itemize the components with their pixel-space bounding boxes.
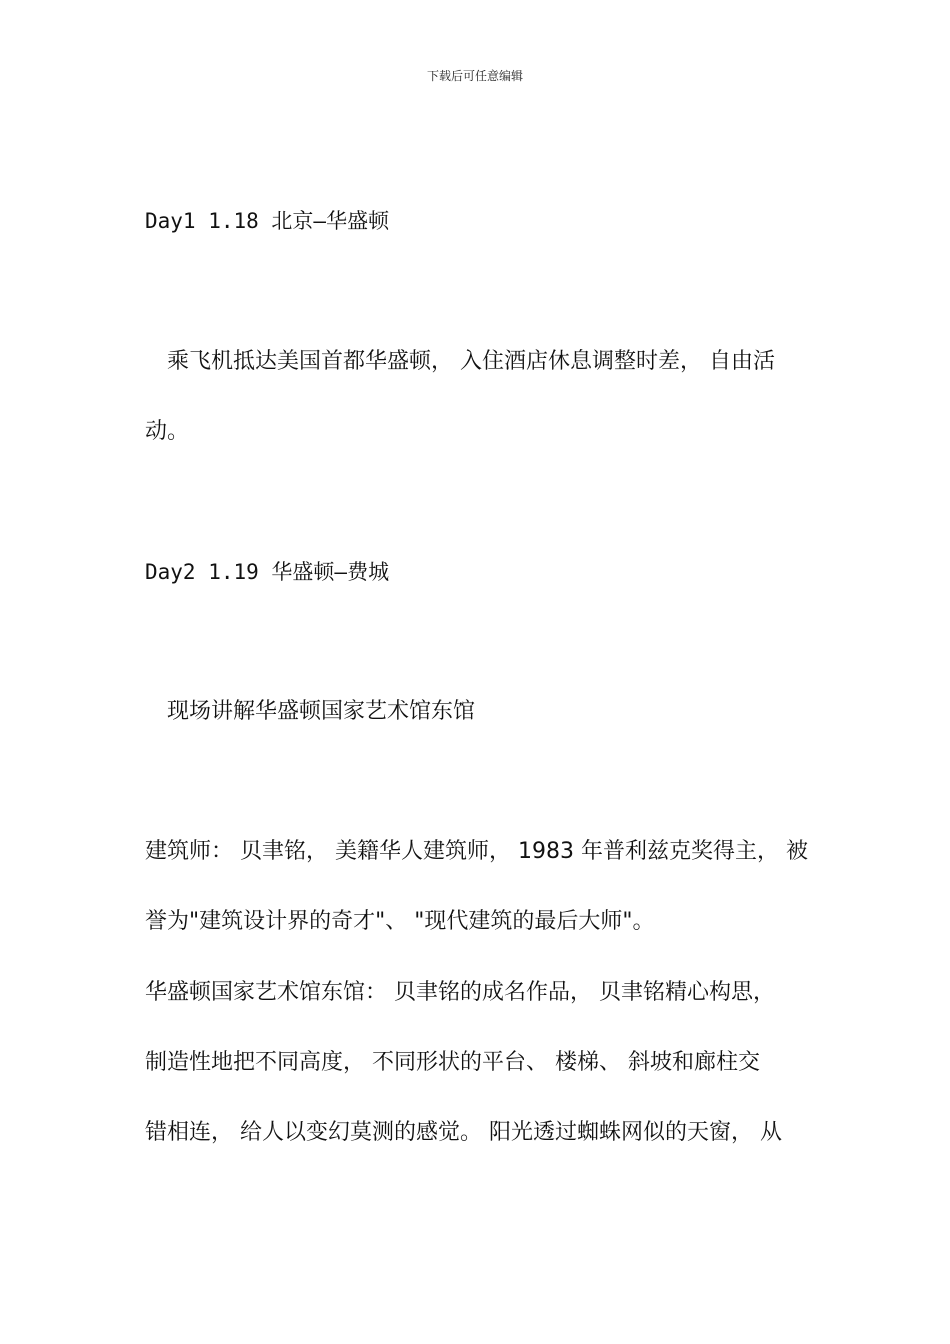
day2-heading: Day2 1.19 华盛顿—费城	[145, 560, 390, 584]
gallery-paragraph-line-1: 华盛顿国家艺术馆东馆： 贝聿铭的成名作品， 贝聿铭精心构思，	[145, 980, 775, 1005]
day1-heading: Day1 1.18 北京—华盛顿	[145, 209, 390, 233]
architect-paragraph-line-2: 誉为"建筑设计界的奇才"、 "现代建筑的最后大师"。	[145, 909, 655, 934]
architect-paragraph-line-1: 建筑师： 贝聿铭， 美籍华人建筑师， 1983 年普利兹克奖得主， 被	[145, 839, 808, 864]
day2-subheading: 现场讲解华盛顿国家艺术馆东馆	[167, 699, 476, 724]
gallery-paragraph-line-3: 错相连， 给人以变幻莫测的感觉。 阳光透过蜘蛛网似的天窗， 从	[145, 1120, 782, 1145]
page-header-note: 下载后可任意编辑	[426, 69, 523, 83]
gallery-paragraph-line-2: 制造性地把不同高度， 不同形状的平台、 楼梯、 斜坡和廊柱交	[145, 1050, 760, 1075]
day1-paragraph-line-2: 动。	[145, 419, 190, 444]
day1-paragraph-line-1: 乘飞机抵达美国首都华盛顿， 入住酒店休息调整时差， 自由活	[167, 349, 775, 374]
